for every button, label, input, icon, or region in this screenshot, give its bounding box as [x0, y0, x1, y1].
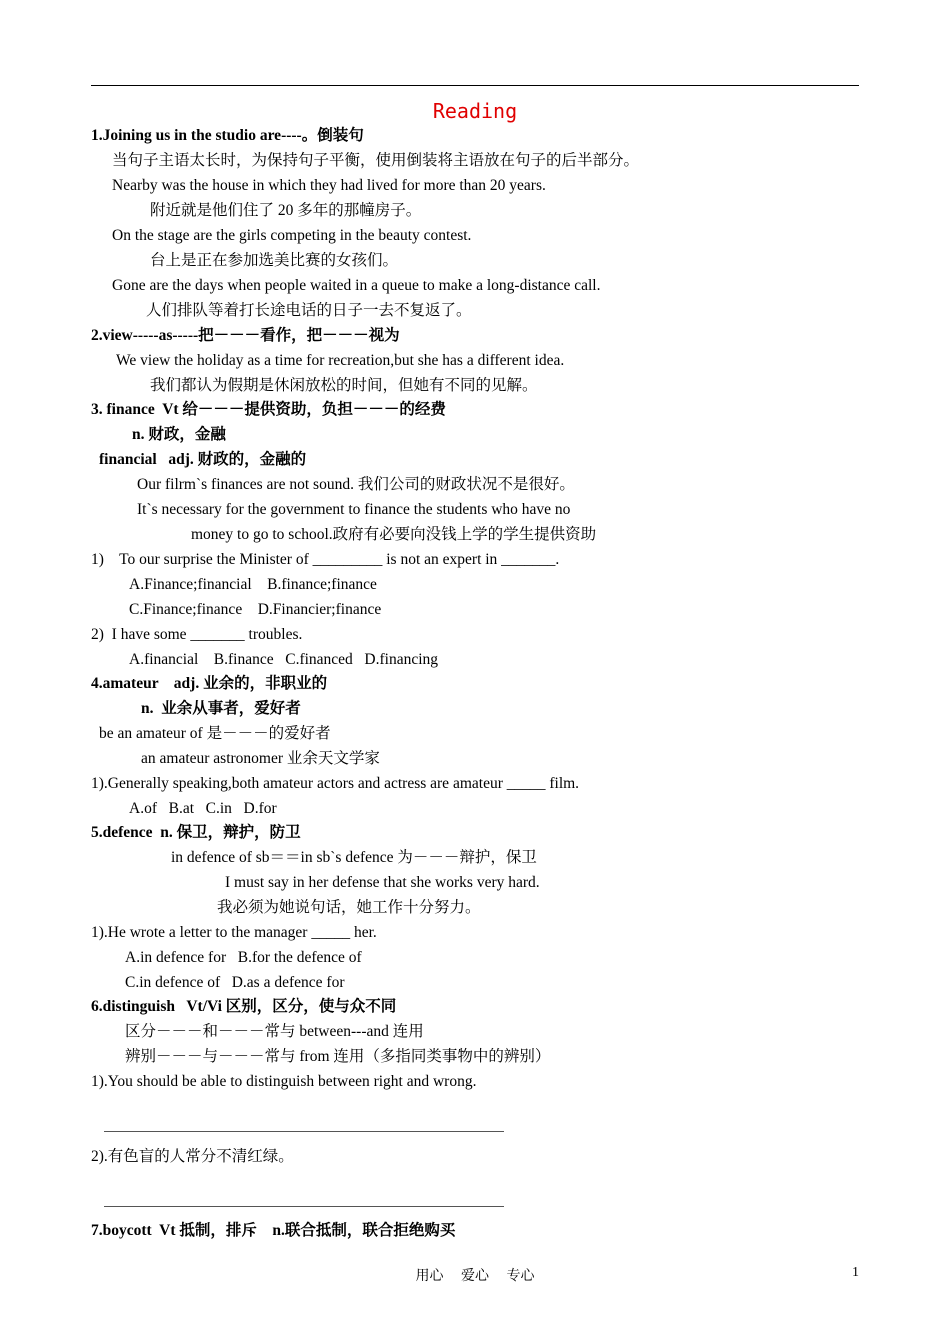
exercise-options: A.Finance;financial B.finance;finance [129, 576, 377, 593]
exercise-options: C.Finance;finance D.Financier;finance [129, 601, 382, 618]
page-title: Reading [432, 99, 518, 123]
exercise-question: 1).He wrote a letter to the manager _____ her. [91, 924, 377, 941]
translation: 人们排队等着打长途电话的日子一去不复返了。 [146, 302, 472, 319]
heading-view-as: 2.view-----as-----把－－－看作，把－－－视为 [91, 327, 400, 344]
heading-distinguish: 6.distinguish Vt/Vi 区别，区分，使与众不同 [91, 998, 397, 1015]
example-sentence: On the stage are the girls competing in the beauty contest. [112, 227, 472, 244]
example-sentence: I must say in her defense that she works very hard. [225, 874, 540, 891]
exercise-options: C.in defence of D.as a defence for [125, 974, 345, 991]
header-rule [91, 85, 859, 86]
page-footer: 用心 爱心 专心 [415, 1269, 535, 1284]
example-sentence: It`s necessary for the government to finance the students who have no [137, 501, 571, 518]
translation: 附近就是他们住了 20 多年的那幢房子。 [150, 202, 422, 219]
phrase-line: in defence of sb＝＝in sb`s defence 为－－－辩护，保卫 [171, 849, 537, 866]
exercise-question: 1).Generally speaking,both amateur actors and actress are amateur _____ film. [91, 775, 580, 792]
exercise-options: A.financial B.finance C.financed D.financing [129, 651, 439, 668]
heading-boycott: 7.boycott Vt 抵制，排斥 n.联合抵制，联合拒绝购买 [91, 1222, 456, 1239]
heading-defence: 5.defence n. 保卫，辩护，防卫 [91, 824, 301, 841]
example-sentence: We view the holiday as a time for recreation,but she has a different idea. [116, 352, 565, 369]
exercise-question: 2).有色盲的人常分不清红绿。 [91, 1148, 294, 1165]
answer-blank-line [104, 1206, 504, 1207]
exercise-question: 1).You should be able to distinguish between right and wrong. [91, 1073, 477, 1090]
exercise-question: 1) To our surprise the Minister of _________ is not an expert in _______. [91, 551, 560, 568]
exercise-options: A.of B.at C.in D.for [129, 800, 277, 817]
exercise-question: 2) I have some _______ troubles. [91, 626, 303, 643]
phrase-line: an amateur astronomer 业余天文学家 [141, 750, 380, 767]
usage-note: 区分－－－和－－－常与 between---and 连用 [125, 1023, 424, 1040]
heading-inversion: 1.Joining us in the studio are----。倒装句 [91, 127, 364, 144]
phrase-line: be an amateur of 是－－－的爱好者 [99, 725, 331, 742]
example-sentence: Nearby was the house in which they had lived for more than 20 years. [112, 177, 546, 194]
definition-line: financial adj. 财政的，金融的 [99, 451, 307, 468]
page-number: 1 [852, 1265, 859, 1280]
translation: 台上是正在参加选美比赛的女孩们。 [150, 252, 399, 269]
usage-note: 辨别－－－与－－－常与 from 连用（多指同类事物中的辨别） [125, 1048, 551, 1065]
translation: 我必须为她说句话，她工作十分努力。 [217, 899, 481, 916]
exercise-options: A.in defence for B.for the defence of [125, 949, 362, 966]
heading-amateur: 4.amateur adj. 业余的，非职业的 [91, 675, 328, 692]
example-sentence: Our filrm`s finances are not sound. 我们公司的财政状况不是很好。 [137, 476, 575, 493]
answer-blank-line [104, 1131, 504, 1132]
example-sentence: money to go to school.政府有必要向没钱上学的学生提供资助 [191, 526, 597, 543]
text-line: 当句子主语太长时，为保持句子平衡，使用倒装将主语放在句子的后半部分。 [112, 152, 640, 169]
heading-finance: 3. finance Vt 给－－－提供资助，负担－－－的经费 [91, 401, 446, 418]
example-sentence: Gone are the days when people waited in a queue to make a long-distance call. [112, 277, 601, 294]
translation: 我们都认为假期是休闲放松的时间，但她有不同的见解。 [150, 377, 538, 394]
definition-line: n. 财政，金融 [132, 426, 226, 443]
definition-line: n. 业余从事者，爱好者 [141, 700, 301, 717]
